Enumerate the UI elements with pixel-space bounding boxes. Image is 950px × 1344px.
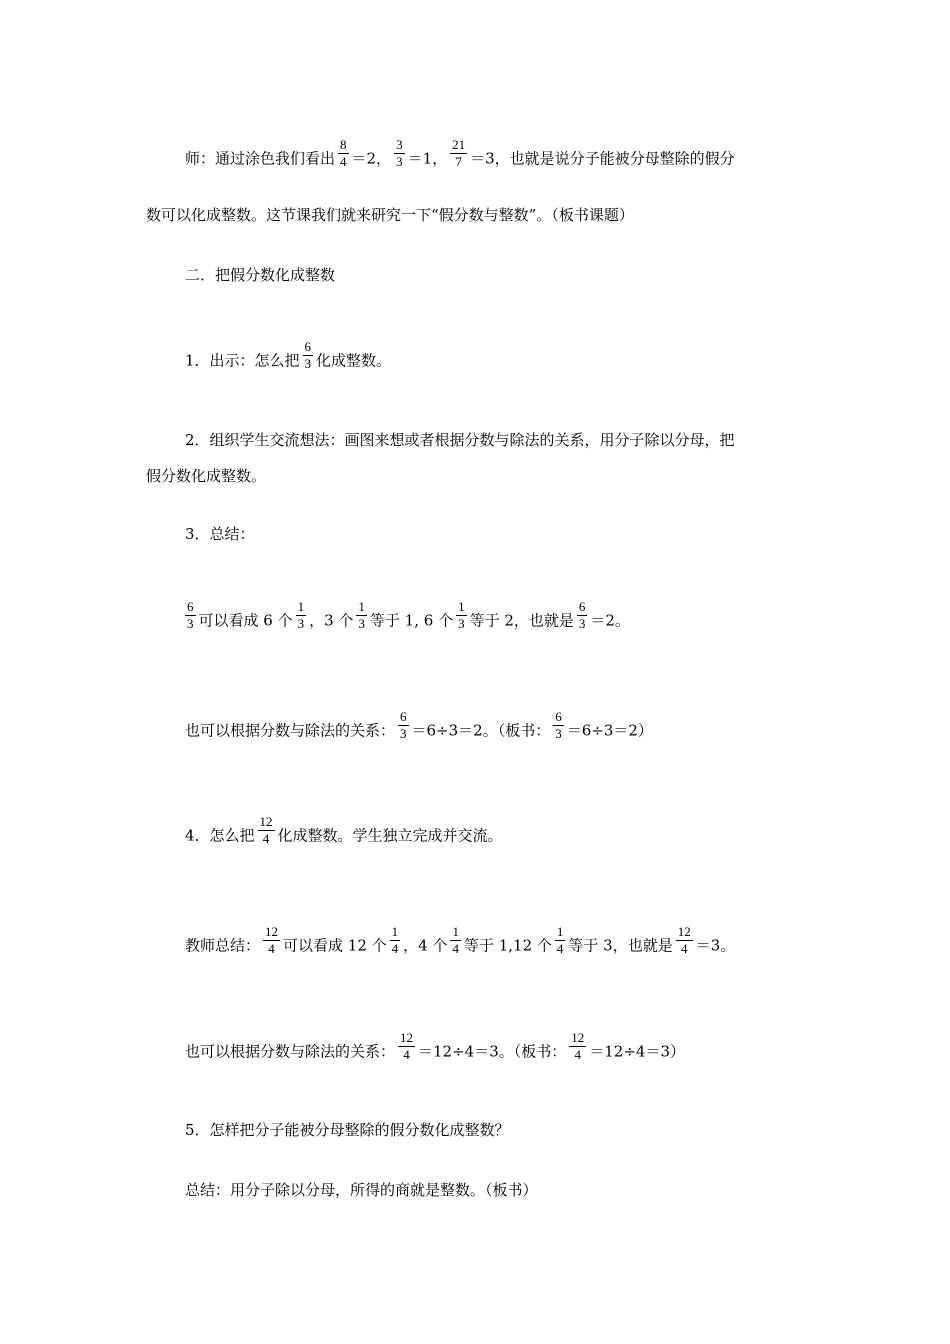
item-5-question: 5．怎样把分子能被分母整除的假分数化成整数？: [185, 1121, 510, 1139]
intro-line-1: 师：通过涂色我们看出 $\frac{8}{4}$ ＝2， $\frac{3}{3}$ ＝1， $\frac{21}{7}$ ＝3，也就是说分子能被分母整除的假分: [185, 137, 735, 169]
item-3-explanation: $\frac{6}{3}$ 可以看成 6 个 $\frac{1}{3}$ ，3 个 $\frac{1}{3}$ 等于 1, 6 个 $\frac{1}{3}$ 等于 2，也就是 $\frac{6}{3}$ ＝2。: [187, 599, 630, 631]
item-2-line-1: 2．组织学生交流想法：画图来想或者根据分数与除法的关系，用分子除以分母，把: [185, 431, 735, 449]
fraction-3-3: $\frac{3}{3}$: [396, 137, 403, 169]
section-title: 二．把假分数化成整数: [185, 266, 336, 284]
item-4: 4．怎么把 $\frac{12}{4}$ 化成整数。学生独立完成并交流。: [185, 814, 503, 846]
item-2-line-2: 假分数化成整数。: [146, 467, 267, 485]
item-3-heading: 3．总结：: [185, 525, 255, 543]
item-3-division: 也可以根据分数与除法的关系： $\frac{6}{3}$ ＝6÷3＝2。（板书： $\frac{6}{3}$ ＝6÷3＝2）: [185, 709, 653, 741]
item-4-division: 也可以根据分数与除法的关系： $\frac{12}{4}$ ＝12÷4＝3。（板书： $\frac{12}{4}$ ＝12÷4＝3）: [185, 1030, 686, 1062]
intro-line-2: 数可以化成整数。这节课我们就来研究一下“假分数与整数”。（板书课题）: [146, 206, 634, 224]
item-5-summary: 总结：用分子除以分母，所得的商就是整数。（板书）: [185, 1181, 538, 1199]
fraction-6-3: $\frac{6}{3}$: [304, 339, 312, 371]
item-1: 1．出示：怎么把 $\frac{6}{3}$ 化成整数。: [185, 339, 392, 371]
fraction-21-7: $\frac{21}{7}$: [452, 137, 466, 169]
item-4-teacher-summary: 教师总结： $\frac{12}{4}$ 可以看成 12 个 $\frac{1}{4}$ ，4 个 $\frac{1}{4}$ 等于 1,12 个 $\frac{1}{4}$ 等于 3，也就是 $\frac{12}{4}$ ＝3。: [185, 924, 736, 956]
fraction-12-4: $\frac{12}{4}$: [259, 814, 273, 846]
intro-text: 师：通过涂色我们看出: [185, 149, 336, 168]
fraction-8-4: $\frac{8}{4}$: [340, 137, 347, 169]
